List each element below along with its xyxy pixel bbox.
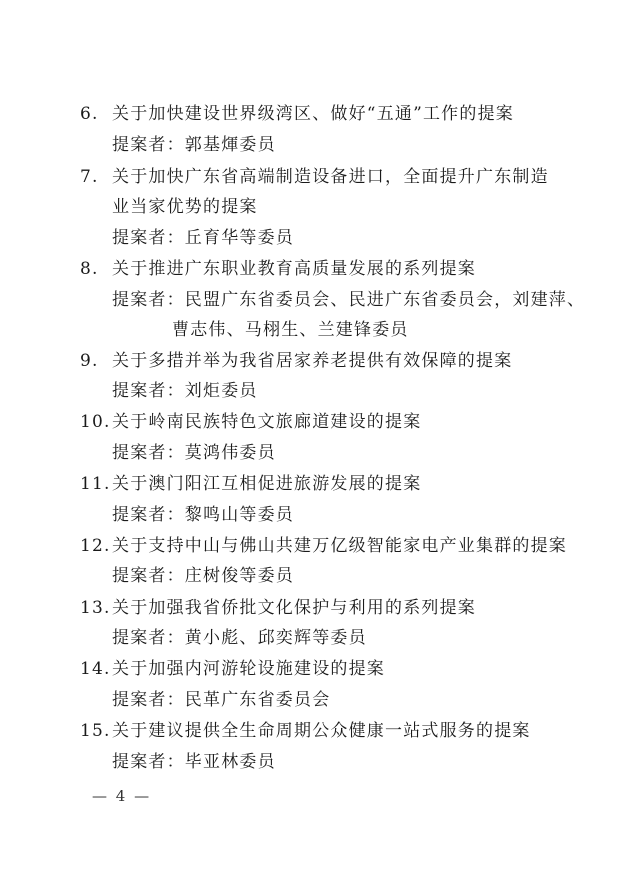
item-number: 13. xyxy=(80,598,111,618)
item-title: 关于加快建设世界级湾区、做好“五通”工作的提案 xyxy=(112,104,514,124)
item-number: 15. xyxy=(80,721,111,741)
item-title: 关于加强内河游轮设施建设的提案 xyxy=(112,659,385,679)
item-proposer: 提案者：丘育华等委员 xyxy=(112,228,294,248)
item-proposer: 提案者：莫鸿伟委员 xyxy=(112,443,276,463)
item-number: 8. xyxy=(80,259,99,279)
item-title: 关于岭南民族特色文旅廊道建设的提案 xyxy=(112,412,422,432)
item-title: 关于加快广东省高端制造设备进口，全面提升广东制造 xyxy=(112,167,549,187)
item-title: 关于加强我省侨批文化保护与利用的系列提案 xyxy=(112,598,476,618)
item-proposer: 提案者：黎鸣山等委员 xyxy=(112,505,294,525)
item-proposer: 提案者：民革广东省委员会 xyxy=(112,690,331,710)
item-proposer: 提案者：黄小彪、邱奕辉等委员 xyxy=(112,628,367,648)
item-number: 6. xyxy=(80,104,99,124)
item-number: 14. xyxy=(80,659,111,679)
item-proposer: 提案者：刘炬委员 xyxy=(112,381,258,401)
item-proposer: 提案者：庄树俊等委员 xyxy=(112,566,294,586)
item-title: 关于推进广东职业教育高质量发展的系列提案 xyxy=(112,259,476,279)
item-proposer: 提案者：郭基煇委员 xyxy=(112,135,276,155)
item-proposer: 提案者：毕亚林委员 xyxy=(112,752,276,772)
page-number: — 4 — xyxy=(92,787,152,805)
item-title-continued: 业当家优势的提案 xyxy=(112,197,258,217)
item-proposer-continued: 曹志伟、马栩生、兰建锋委员 xyxy=(172,320,409,340)
item-number: 11. xyxy=(80,474,111,494)
item-number: 10. xyxy=(80,412,111,432)
item-number: 9. xyxy=(80,351,99,371)
item-proposer: 提案者：民盟广东省委员会、民进广东省委员会，刘建萍、 xyxy=(112,290,586,310)
item-title: 关于建议提供全生命周期公众健康一站式服务的提案 xyxy=(112,721,531,741)
item-title: 关于多措并举为我省居家养老提供有效保障的提案 xyxy=(112,351,513,371)
item-title: 关于澳门阳江互相促进旅游发展的提案 xyxy=(112,474,422,494)
item-title: 关于支持中山与佛山共建万亿级智能家电产业集群的提案 xyxy=(112,536,567,556)
item-number: 7. xyxy=(80,167,99,187)
item-number: 12. xyxy=(80,536,111,556)
